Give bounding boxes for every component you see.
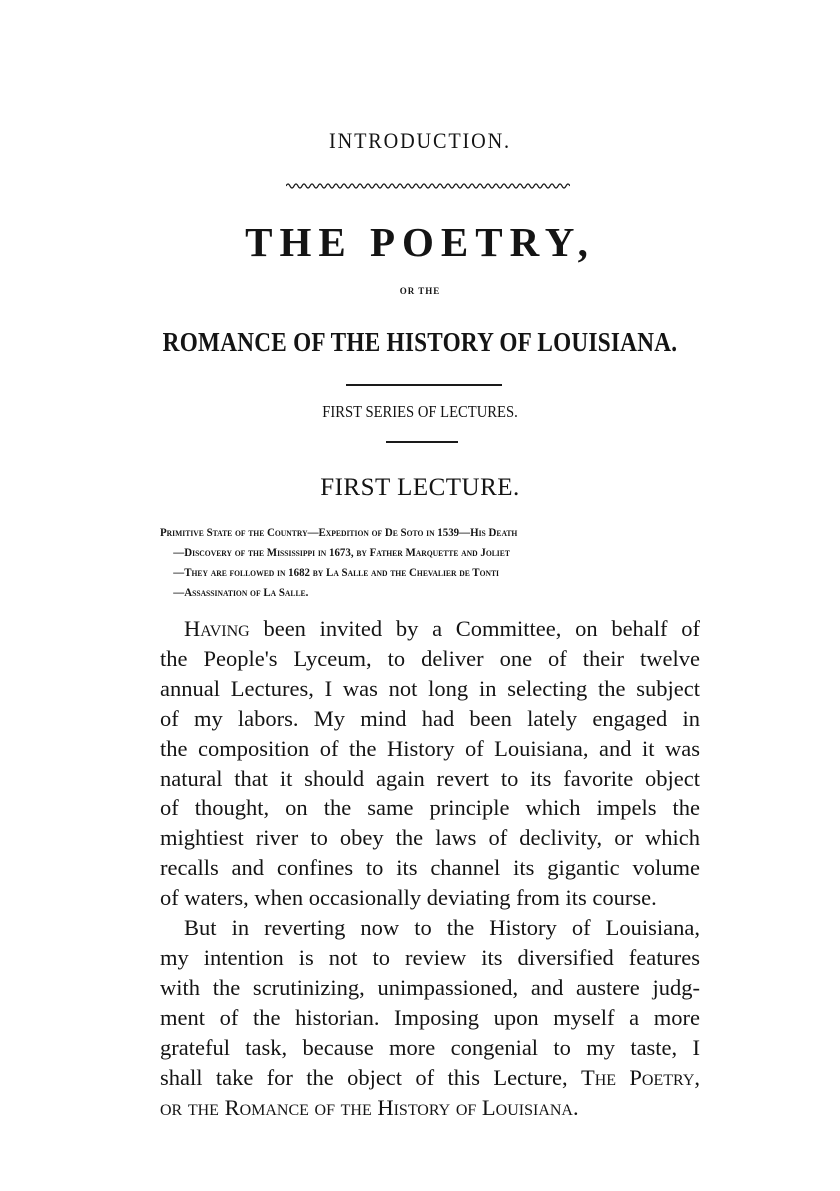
lecture-heading: FIRST LECTURE. bbox=[320, 474, 520, 501]
body-text bbox=[160, 614, 700, 1122]
text-line: or the Romance of the History of Louisiana. bbox=[160, 1094, 579, 1120]
summary-line: —They are followed in 1682 by La Salle and the Chevalier de Tonti bbox=[173, 567, 500, 579]
text-line: the People's Lyceum, to deliver one of their twelve bbox=[160, 645, 700, 671]
text-line: mightiest river to obey the laws of declivity, or which bbox=[160, 825, 700, 851]
summary-line: Primitive State of the Country—Expedition of De Soto in 1539—His Death bbox=[160, 527, 518, 539]
text-line: of thought, on the same principle which impels the bbox=[160, 795, 700, 821]
text-line: my intention is not to review its diversified features bbox=[160, 944, 700, 970]
text-line: ment of the historian. Imposing upon myself a more bbox=[160, 1004, 700, 1030]
summary-line: —Assassination of La Salle. bbox=[173, 587, 309, 599]
wavy-rule-ornament bbox=[286, 181, 570, 191]
subtitle: ROMANCE OF THE HISTORY OF LOUISIANA. bbox=[162, 327, 678, 357]
summary-line: —Discovery of the Mississippi in 1673, by Father Marquette and Joliet bbox=[173, 547, 510, 559]
main-title: THE POETRY, bbox=[245, 219, 595, 265]
text-line: But in reverting now to the History of Louisiana, bbox=[184, 915, 700, 941]
paragraph-first-line: Having been invited by a Committee, on behalf of bbox=[184, 616, 700, 641]
series-heading: FIRST SERIES OF LECTURES. bbox=[322, 402, 518, 421]
text-line: shall take for the object of this Lecture, The Poetry, bbox=[160, 1064, 700, 1090]
short-rule bbox=[386, 441, 458, 443]
horizontal-rule bbox=[346, 384, 502, 386]
drop-word: Having bbox=[184, 616, 250, 641]
text-line: grateful task, because more congenial to my taste, I bbox=[160, 1034, 700, 1060]
section-heading: INTRODUCTION. bbox=[329, 128, 511, 153]
lecture-summary bbox=[160, 523, 840, 603]
text-line: the composition of the History of Louisiana, and it was bbox=[160, 735, 700, 761]
text-line: of waters, when occasionally deviating from its course. bbox=[160, 885, 657, 911]
text-line: annual Lectures, I was not long in selecting the subject bbox=[160, 675, 700, 701]
text-line: with the scrutinizing, unimpassioned, and austere judg- bbox=[160, 974, 700, 1000]
text-line: of my labors. My mind had been lately engaged in bbox=[160, 705, 700, 731]
text-line: natural that it should again revert to its favorite object bbox=[160, 765, 700, 791]
text-line: recalls and confines to its channel its gigantic volume bbox=[160, 855, 700, 881]
connector-text: OR THE bbox=[399, 286, 441, 296]
